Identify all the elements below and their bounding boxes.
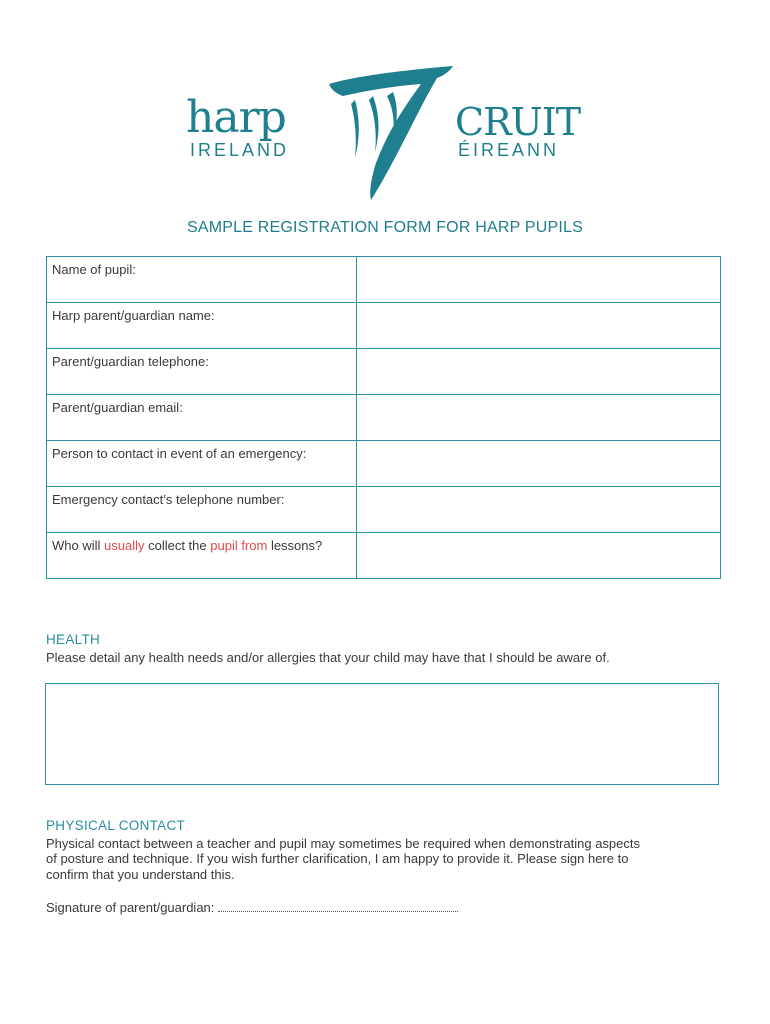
guardian-name-field[interactable] xyxy=(357,303,721,349)
field-label: Parent/guardian email: xyxy=(47,395,357,441)
logo-ireland-text: IRELAND xyxy=(190,140,290,160)
table-row xyxy=(47,395,721,441)
signature-label: Signature of parent/guardian: xyxy=(46,900,215,915)
guardian-telephone-field[interactable] xyxy=(357,349,721,395)
pupil-name-field[interactable] xyxy=(357,257,721,303)
physical-contact-heading: PHYSICAL CONTACT xyxy=(46,818,186,833)
field-label: Emergency contact’s telephone number: xyxy=(47,487,357,533)
physical-contact-line-2: of posture and technique. If you wish further clarification, I am happy to provide it. Please sign here to xyxy=(46,851,629,866)
field-label: Harp parent/guardian name: xyxy=(47,303,357,349)
emergency-contact-field[interactable] xyxy=(357,441,721,487)
physical-contact-line-3: confirm that you understand this. xyxy=(46,867,235,882)
harp-icon xyxy=(325,62,455,202)
health-details-field[interactable] xyxy=(45,683,719,785)
logo-cruit-text: CRUIT xyxy=(455,100,581,144)
field-label xyxy=(47,533,357,579)
table-row xyxy=(47,349,721,395)
table-row xyxy=(47,533,721,579)
label-part-highlight: usually xyxy=(104,538,145,553)
logo xyxy=(0,0,770,215)
physical-contact-line-1: Physical contact between a teacher and pupil may sometimes be required when demonstrating aspects xyxy=(46,836,640,851)
registration-table xyxy=(46,256,721,579)
field-label: Parent/guardian telephone: xyxy=(47,349,357,395)
health-instructions: Please detail any health needs and/or allergies that your child may have that I should be aware of. xyxy=(46,650,610,665)
logo-eireann-text: ÉIREANN xyxy=(458,140,560,160)
guardian-email-field[interactable] xyxy=(357,395,721,441)
table-row xyxy=(47,441,721,487)
label-part-highlight: pupil from xyxy=(210,538,268,553)
logo-harp-text: harp xyxy=(186,92,286,143)
health-heading: HEALTH xyxy=(46,632,101,647)
table-row xyxy=(47,257,721,303)
table-row xyxy=(47,487,721,533)
label-part: collect the xyxy=(144,538,211,553)
signature-field[interactable] xyxy=(218,901,458,912)
label-part: lessons? xyxy=(267,538,323,553)
emergency-telephone-field[interactable] xyxy=(357,487,721,533)
collection-person-field[interactable] xyxy=(357,533,721,579)
field-label: Person to contact in event of an emergency: xyxy=(47,441,357,487)
table-row xyxy=(47,303,721,349)
signature-row xyxy=(46,900,736,916)
field-label: Name of pupil: xyxy=(47,257,357,303)
label-part: Who will xyxy=(52,538,105,553)
page-title: SAMPLE REGISTRATION FORM FOR HARP PUPILS xyxy=(187,219,583,236)
